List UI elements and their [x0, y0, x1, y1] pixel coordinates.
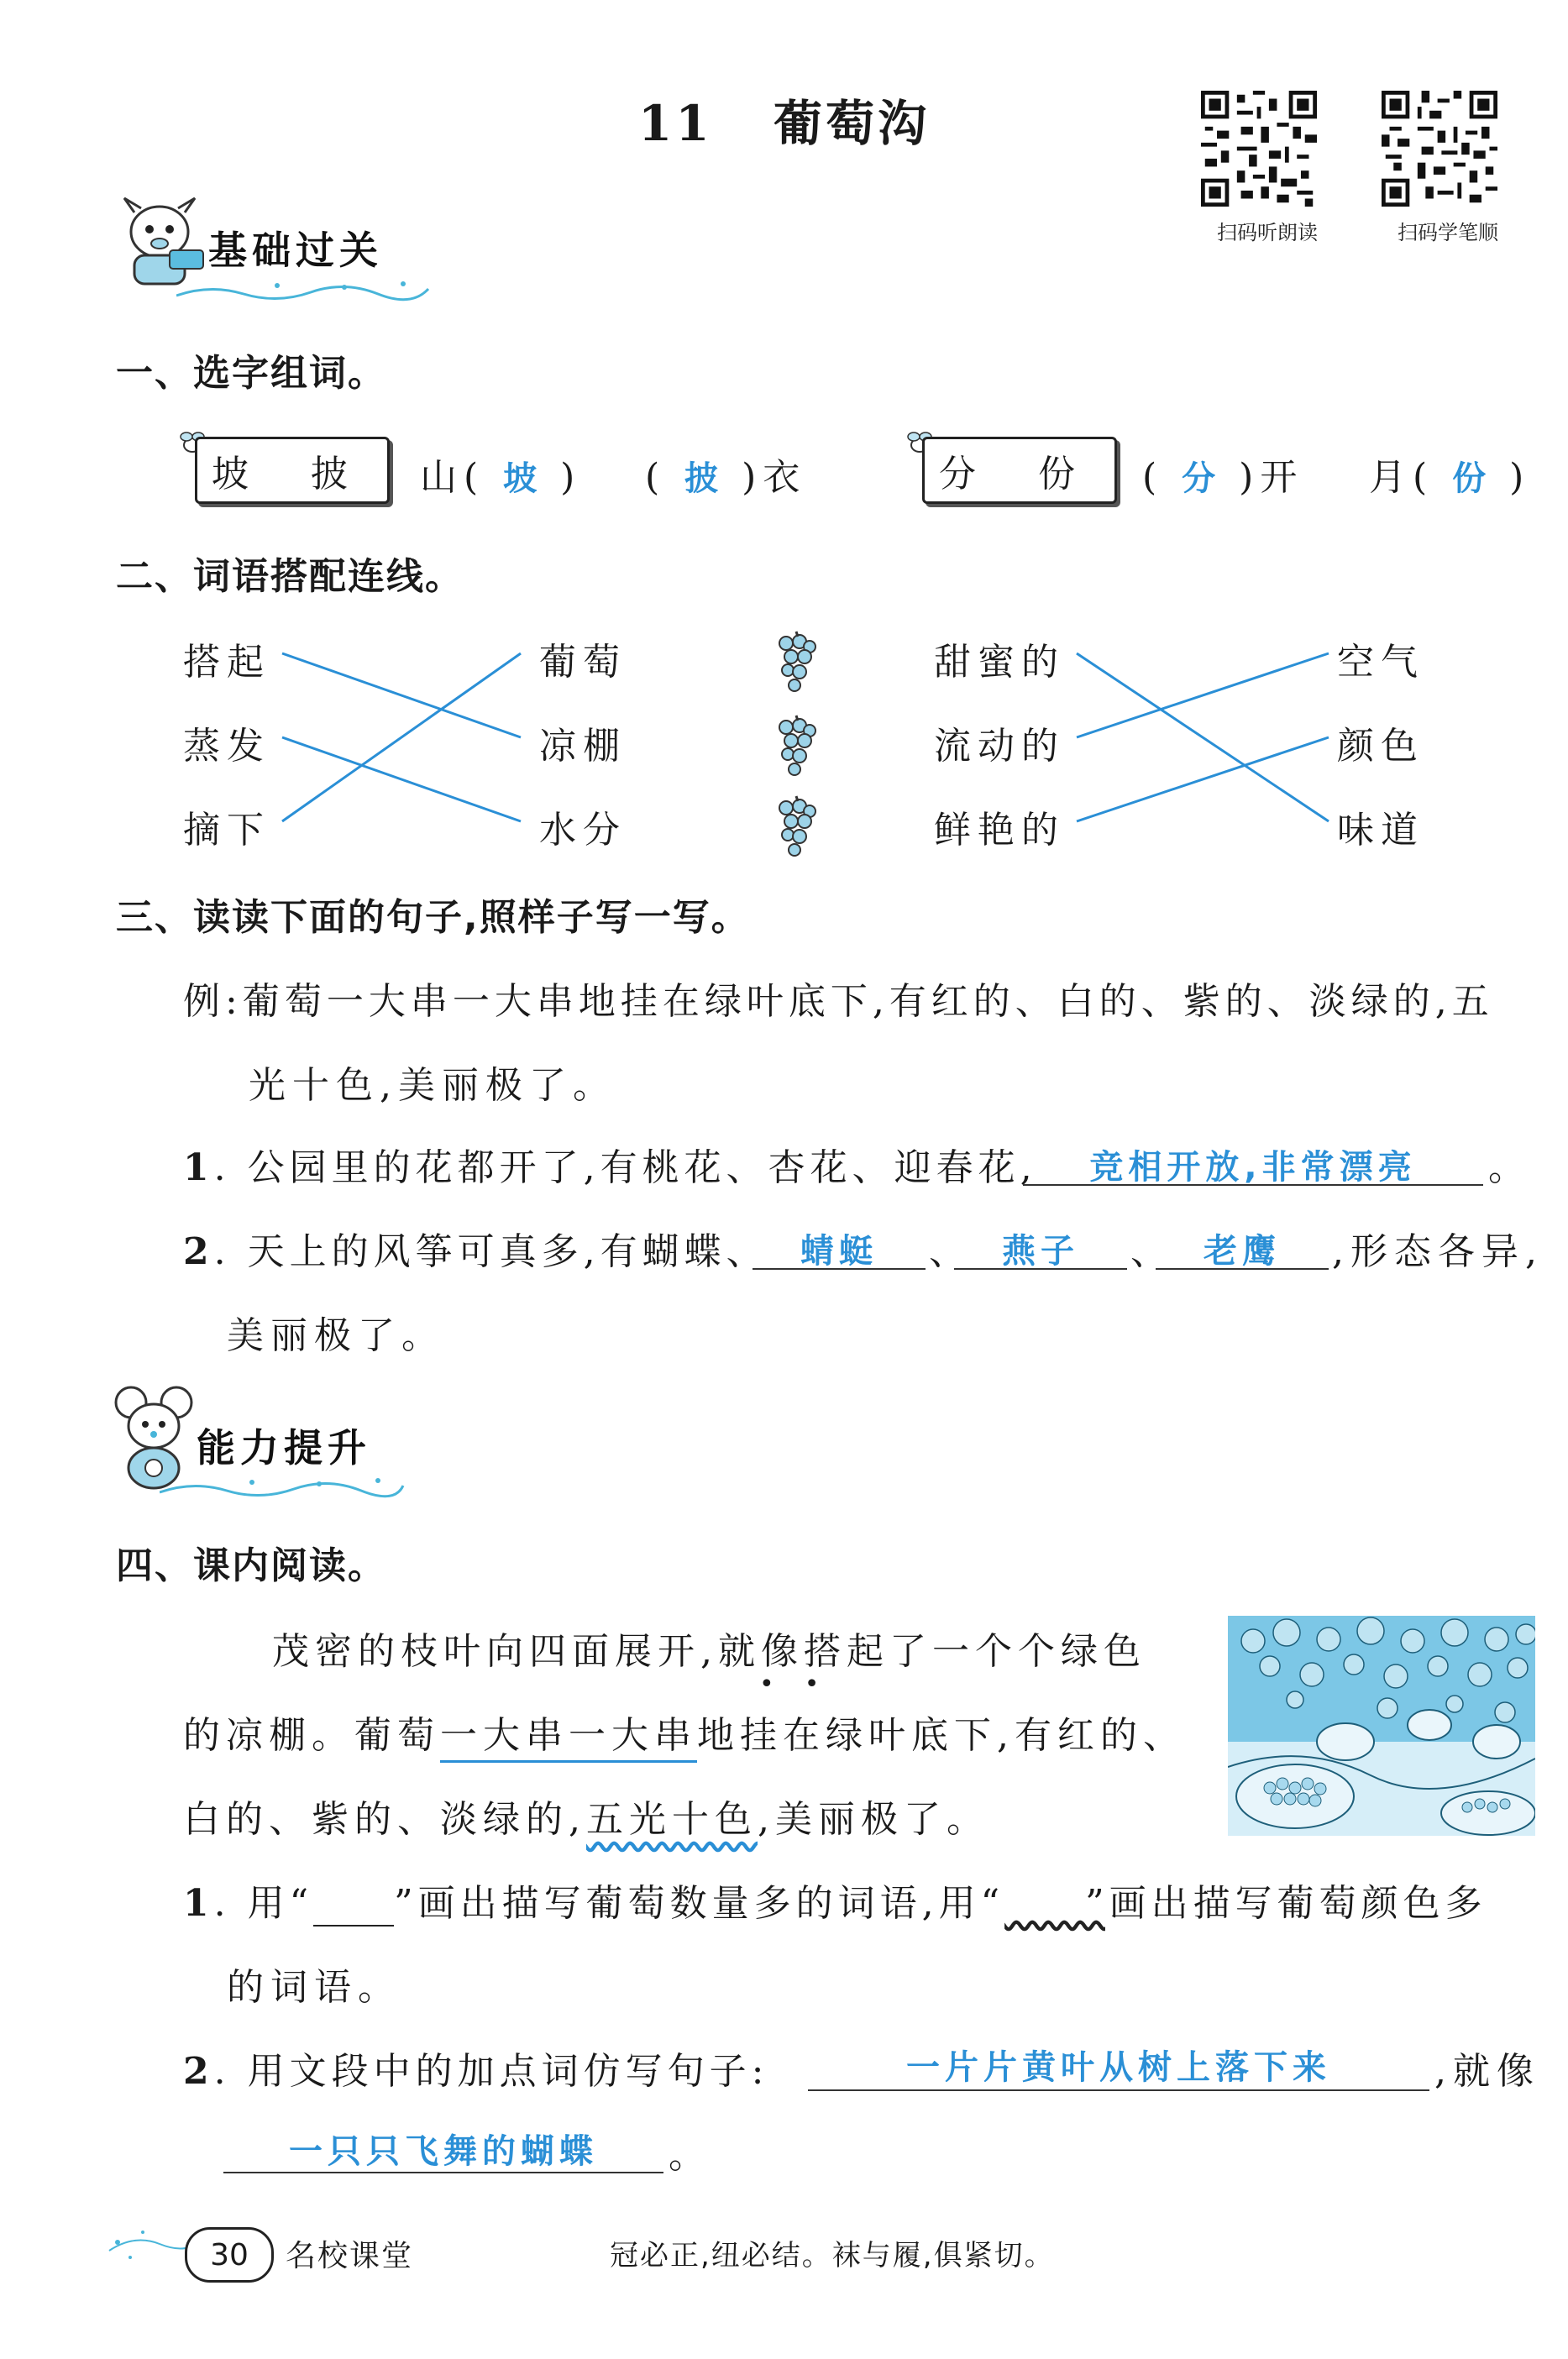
- reading-item-1: 1. 用“ ”画出描写葡萄数量多的词语,用“ ”画出描写葡萄颜色多: [183, 1882, 1487, 1925]
- imitation-answer-blank-2[interactable]: 一只只飞舞的蝴蝶: [223, 2125, 663, 2173]
- reading-item-2-mid: ,就像: [1434, 2050, 1540, 2093]
- example-line-1: 例:葡萄一大串一大串地挂在绿叶底下,有红的、白的、紫的、淡绿的,五: [183, 980, 1494, 1023]
- reading-item-1-line-2: 的词语。: [227, 1966, 401, 2009]
- match-line: [282, 653, 521, 737]
- grape-icon: [774, 712, 818, 784]
- reading-para-line-1: 茂密的枝叶向四面展开,就像搭起了一个个绿色: [272, 1630, 1146, 1673]
- reading-para-line-2: 的凉棚。葡萄一大串一大串地挂在绿叶底下,有红的、: [183, 1705, 1186, 1759]
- word-blank-4: 月( 份 ): [1369, 456, 1531, 499]
- match-line: [1077, 653, 1329, 821]
- answer-4: 份: [1452, 459, 1492, 498]
- sentence-2-blank-3[interactable]: 老鹰: [1156, 1224, 1329, 1270]
- section-title-ability: 能力提升: [197, 1425, 371, 1470]
- question-1-heading: 一、选字组词。: [116, 352, 386, 395]
- match-right-b-2: 颜色: [1337, 725, 1424, 768]
- match-line: [1077, 737, 1329, 821]
- word-blank-3: ( 分 )开: [1142, 456, 1304, 499]
- match-left-a-3: 摘下: [183, 809, 270, 852]
- sentence-1-period: 。: [1488, 1146, 1532, 1189]
- grape-icon: [774, 793, 818, 865]
- word-blank-2: ( 披 )衣: [645, 456, 807, 499]
- underlined-quantity-words: 一大串一大串: [440, 1714, 697, 1763]
- lesson-title: 11 葡萄沟: [637, 95, 931, 152]
- imitation-answer-blank-1[interactable]: 一片片黄叶从树上落下来: [808, 2041, 1429, 2091]
- match-right-a-1: 葡萄: [539, 641, 627, 684]
- sentence-2-blank-2[interactable]: 燕子: [954, 1224, 1127, 1270]
- question-2-heading: 二、词语搭配连线。: [116, 555, 464, 598]
- grape-icon: [774, 628, 818, 700]
- match-line: [1077, 653, 1329, 737]
- sentence-2-end: ,形态各异,: [1332, 1230, 1544, 1273]
- sentence-2: 2. 天上的风筝可真多,有蝴蝶、: [183, 1230, 768, 1273]
- page-number-badge: 30: [185, 2227, 274, 2283]
- match-right-a-2: 凉棚: [539, 725, 627, 768]
- decorative-wave-icon: [160, 1474, 412, 1507]
- word-blank-1: 山( 坡 ): [420, 456, 582, 499]
- brand-name: 名校课堂: [286, 2239, 414, 2273]
- match-lines: [0, 0, 1568, 924]
- reading-item-2: 2. 用文段中的加点词仿写句子:: [183, 2050, 769, 2093]
- wavy-underlined-color-words: 五光十色: [586, 1798, 758, 1841]
- match-left-b-2: 流动的: [934, 725, 1065, 768]
- char-choice-box-2: 分 份: [922, 437, 1117, 504]
- sentence-2-separator: 、: [1130, 1230, 1174, 1273]
- qr-caption-strokes: 扫码学笔顺: [1398, 221, 1498, 244]
- match-line: [282, 737, 521, 821]
- match-line: [282, 653, 521, 821]
- answer-2: 披: [684, 459, 724, 498]
- straight-line-sample: [313, 1882, 394, 1927]
- sentence-2-blank-1[interactable]: 蜻蜓: [753, 1224, 926, 1270]
- match-left-b-1: 甜蜜的: [934, 641, 1065, 684]
- match-right-b-3: 味道: [1337, 809, 1424, 852]
- qr-caption-listen: 扫码听朗读: [1217, 221, 1318, 244]
- sentence-2-separator: 、: [929, 1230, 973, 1273]
- reading-para-line-3: 白的、紫的、淡绿的,五光十色,美丽极了。: [183, 1798, 989, 1841]
- match-left-a-1: 搭起: [183, 641, 270, 684]
- char-choice-box-1: 坡 披: [195, 437, 390, 504]
- answer-3: 分: [1182, 459, 1221, 498]
- question-3-heading: 三、读读下面的句子,照样子写一写。: [116, 896, 750, 939]
- sentence-2-line-2: 美丽极了。: [227, 1314, 445, 1357]
- emphasis-dots: ••: [759, 1670, 850, 1699]
- sentence-1-answer-blank[interactable]: 竞相开放,非常漂亮: [1023, 1140, 1483, 1186]
- reading-item-2-end: 。: [669, 2134, 712, 2177]
- wavy-line-sample: [1004, 1882, 1085, 1925]
- match-left-a-2: 蒸发: [183, 725, 270, 768]
- match-right-a-3: 水分: [539, 809, 627, 852]
- sentence-1: 1. 公园里的花都开了,有桃花、杏花、迎春花,: [183, 1146, 1037, 1189]
- match-right-b-1: 空气: [1337, 641, 1424, 684]
- section-title-basic: 基础过关: [208, 228, 383, 273]
- grape-vineyard-illustration: [1228, 1616, 1535, 1836]
- answer-1: 坡: [503, 459, 543, 498]
- question-4-heading: 四、课内阅读。: [116, 1544, 386, 1587]
- match-left-b-3: 鲜艳的: [934, 809, 1065, 852]
- example-line-2: 光十色,美丽极了。: [249, 1064, 616, 1107]
- footer-motto: 冠必正,纽必结。袜与履,俱紧切。: [610, 2239, 1055, 2273]
